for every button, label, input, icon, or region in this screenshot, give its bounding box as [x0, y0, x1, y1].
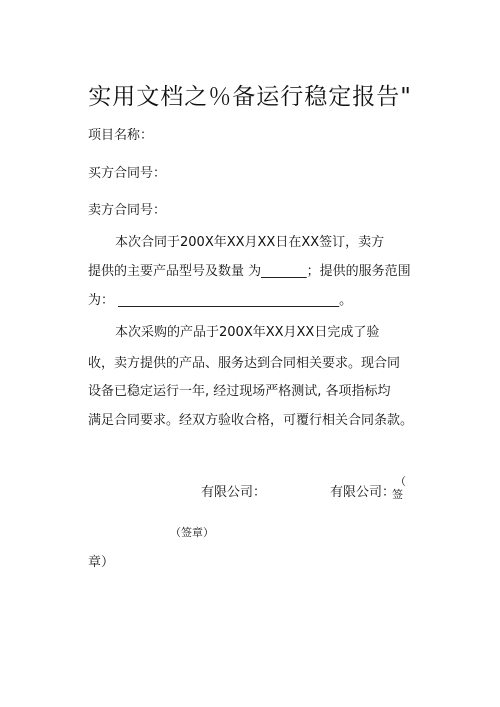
signature-company-left: 有限公司：	[201, 485, 267, 500]
stamp-right-tail: 章）	[88, 555, 115, 570]
paragraph1-line2: 提供的主要产品型号及数量 为_______；提供的服务范围	[88, 264, 411, 279]
buyer-contract-label: 买方合同号：	[88, 166, 167, 181]
paragraph1-line3: 为： __________________________________。	[88, 293, 353, 308]
stamp-left: （签章）	[170, 526, 214, 539]
project-name-label: 项目名称：	[88, 128, 154, 143]
seller-contract-label: 卖方合同号：	[88, 203, 167, 218]
signature-company-right: 有限公司：	[330, 485, 396, 500]
signature-right-sign-char: 签	[392, 488, 403, 501]
paragraph1-line1: 本次合同于200X年XX月XX日在XX签订，卖方	[115, 235, 385, 250]
signature-right-paren: （	[395, 475, 406, 488]
document-title: 实用文档之％备运行稳定报告"	[88, 84, 412, 110]
paragraph2-line3: 设备已稳定运行一年, 经过现场严格测试, 各项指标均	[88, 384, 391, 399]
paragraph2-line1: 本次采购的产品于200X年XX月XX日完成了验	[115, 325, 380, 340]
paragraph2-line2: 收，卖方提供的产品、服务达到合同相关要求。现合同	[88, 356, 401, 371]
paragraph2-line4: 满足合同要求。经双方验收合格，可覆行相关合同条款。	[88, 413, 414, 428]
